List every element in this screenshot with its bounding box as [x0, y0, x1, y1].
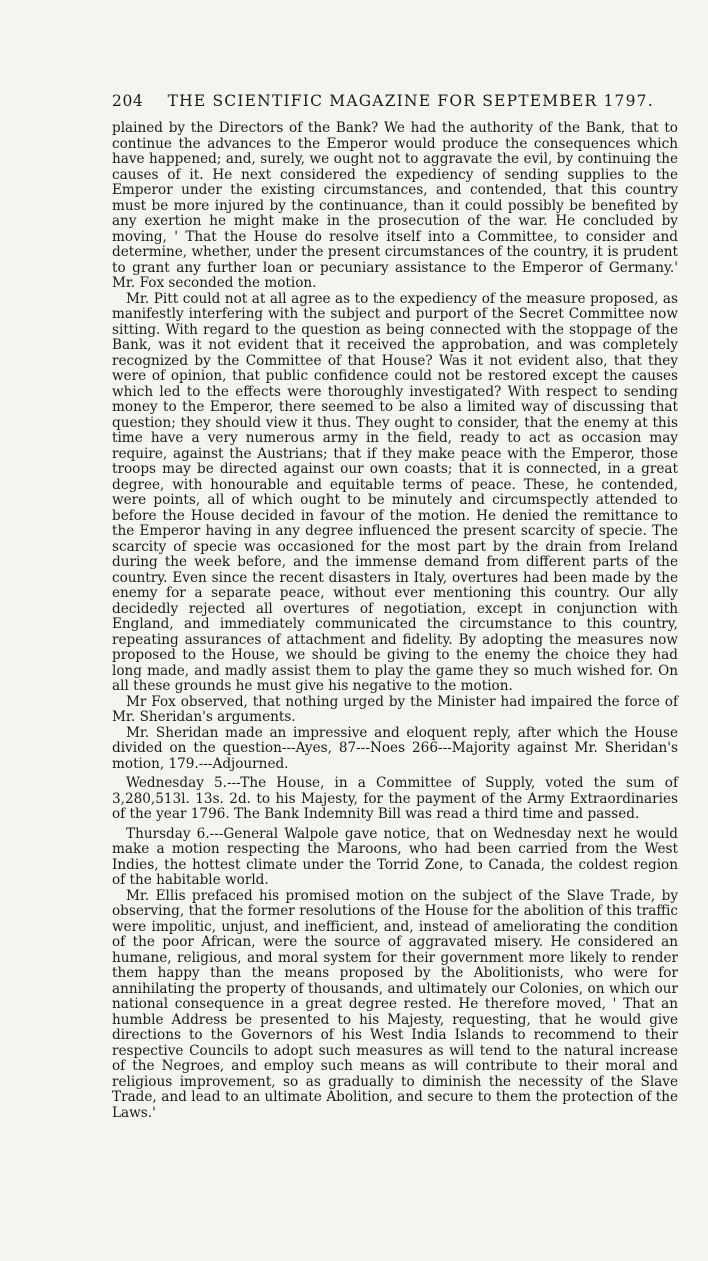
running-title: THE SCIENTIFIC MAGAZINE FOR SEPTEMBER 1797. — [167, 92, 654, 110]
paragraph-bank-continuation: plained by the Directors of the Bank? We had the authority of the Bank, that to continue the advances to the Emperor would produce the consequences which have happened; and, surely, we ought not to aggravate the evil, by continuing the causes of it. He next considered the expediency of sending supplies to the Emperor under the existing circumstances, and contended, that this country must be more injured by the continuance, than it could possibly be benefited by any exertion he might make in the prosecution of the war. He concluded by moving, ' That the House do resolve itself into a Committee, to consider and determine, whether, under the present circumstances of the country, it is prudent to grant any further loan or pecuniary assistance to the Emperor of Germany.' Mr. Fox seconded the motion. — [112, 120, 678, 291]
paragraph-wednesday-supply: Wednesday 5.---The House, in a Committee of Supply, voted the sum of 3,280,513l. 13s. 2d. to his Majesty, for the payment of the Army Extraordinaries of the year 1796. The Bank Indemnity Bill was read a third time and passed. — [112, 775, 678, 822]
magazine-page — [112, 92, 678, 1121]
paragraph-thursday-walpole: Thursday 6.---General Walpole gave notice, that on Wednesday next he would make a motion respecting the Maroons, who had been carried from the West Indies, the hottest climate under the Torrid Zone, to Canada, the coldest region of the habitable world. — [112, 825, 678, 888]
paragraph-sheridan-reply: Mr. Sheridan made an impressive and eloquent reply, after which the House divided on the question---Ayes, 87---Noes 266---Majority against Mr. Sheridan's motion, 179.---Adjourned. — [112, 724, 678, 772]
page-number: 204 — [112, 92, 144, 110]
paragraph-ellis-slave-trade: Mr. Ellis prefaced his promised motion on the subject of the Slave Trade, by observing, that the former resolutions of the House for the abolition of this traffic were impolitic, unjust, and inefficient, and, instead of ameliorating the condition of the poor African, were the source of aggravated misery. He considered an humane, religious, and moral system for their government more likely to render them happy than the means proposed by the Abolitionists, who were for annihilating the property of thousands, and ultimately our Colonies, on which our national consequence in a great degree rested. He therefore moved, ' That an humble Address be presented to his Majesty, requesting, that he would give directions to the Governors of his West India Islands to recommend to their respective Councils to adopt such measures as will tend to the natural increase of the Negroes, and employ such means as will contribute to their moral and religious improvement, so as gradually to diminish the necessity of the Slave Trade, and lead to an ultimate Abolition, and secure to them the protection of the Laws.' — [112, 887, 678, 1121]
paragraph-pitt-reply: Mr. Pitt could not at all agree as to the expediency of the measure proposed, as manifestly interfering with the subject and purport of the Secret Committee now sitting. With regard to the question as being connected with the stoppage of the Bank, was it not evident that it received the approbation, and was completely recognized by the Committee of that House? Was it not evident also, that they were of opinion, that public confidence could not be restored except the causes which led to the effects were thoroughly investigated? With respect to sending money to the Emperor, there seemed to be also a limited way of discussing that question; they should view it thus. They ought to consider, that the enemy at this time have a very numerous army in the field, ready to act as occasion may require, against the Austrians; that if they make peace with the Emperor, those troops may be directed against our own coasts; that it is connected, in a great degree, with honourable and equitable terms of peace. These, he contended, were points, all of which ought to be minutely and circumspectly attended to before the House decided in favour of the motion. He denied the remittance to the Emperor having in any degree influenced the present scarcity of specie. The scarcity of specie was occasioned for the most part by the drain from Ireland during the week before, and the immense demand from different parts of the country. Even since the recent disasters in Italy, overtures had been made by the enemy for a separate peace, without ever mentioning this country. Our ally decidedly rejected all overtures of negotiation, except in conjunction with England, and immediately communicated the circumstance to this country, repeating assurances of attachment and fidelity. By adopting the measures now proposed to the House, we should be giving to the enemy the choice they had long made, and madly assist them to play the game they so much wished for. On all these grounds he must give his negative to the motion. — [112, 290, 678, 694]
article-body — [112, 121, 678, 1121]
running-head — [112, 92, 678, 110]
paragraph-fox-observation: Mr Fox observed, that nothing urged by the Minister had impaired the force of Mr. Sheridan's arguments. — [112, 693, 678, 725]
